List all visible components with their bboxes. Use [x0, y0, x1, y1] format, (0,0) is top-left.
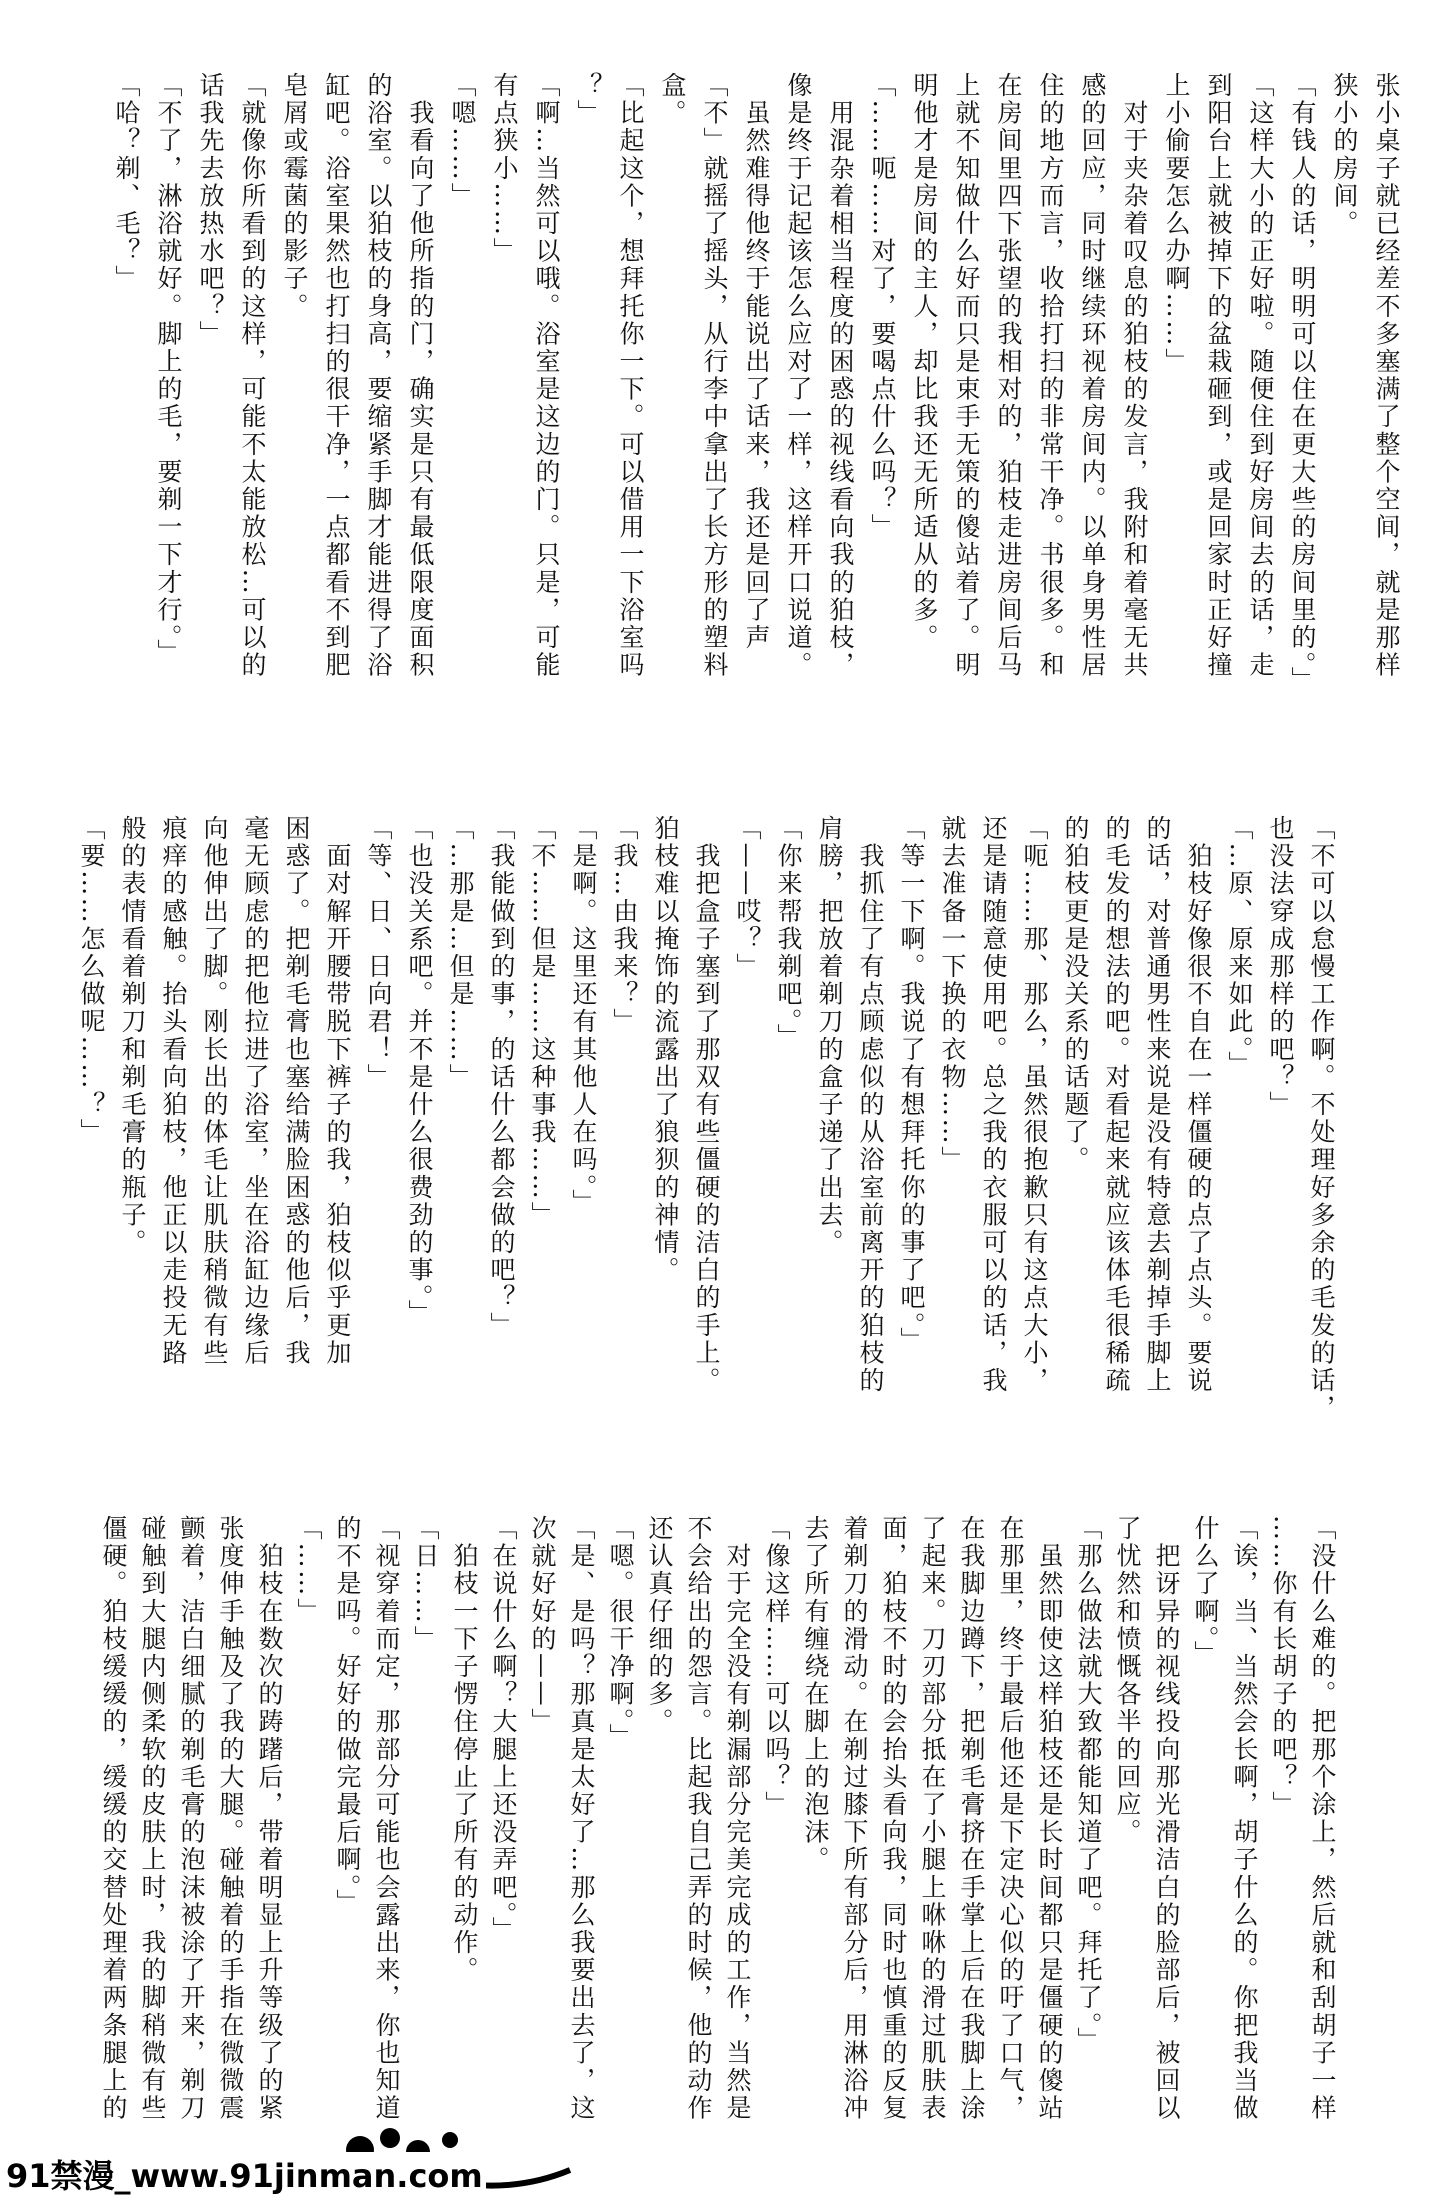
text-column: 对于夹杂着叹息的狛枝的发言，我附和着毫无共: [1120, 72, 1149, 680]
text-column: 有点狭小……」: [490, 72, 519, 266]
text-column: 狭小的房间。: [1330, 72, 1359, 238]
text-column: 把讶异的视线投向那光滑洁白的脸部后，被回以: [1152, 1515, 1181, 2123]
text-column: 到阳台上就被掉下的盆栽砸到，或是回家时正好撞: [1204, 72, 1233, 680]
site-watermark: 91禁漫_www.91jinman.com: [0, 2152, 486, 2200]
text-column: ？」: [574, 72, 603, 128]
text-column: 「哈？剃、毛？」: [112, 72, 141, 293]
text-column: 痕痒的感触。抬头看向狛枝，他正以走投无路: [159, 815, 188, 1367]
text-column: 「像这样……可以吗？」: [762, 1515, 791, 1819]
text-column: 「诶，当、当然会长啊，胡子什么的。你把我当做: [1230, 1515, 1259, 2123]
text-column: 缸吧。浴室果然也打扫的很干净，一点都看不到肥: [322, 72, 351, 680]
text-column: ……你有长胡子的吧？」: [1269, 1515, 1298, 1819]
text-column: 「没什么难的。把那个涂上，然后就和刮胡子一样: [1308, 1515, 1337, 2123]
text-column: 困惑了。把剃毛膏也塞给满脸困惑的他后，我: [282, 815, 311, 1367]
text-column: 「你来帮我剃吧。」: [774, 815, 803, 1051]
text-column: 的毛发的想法的吧。对看起来就应该体毛很稀疏: [1102, 815, 1131, 1395]
text-column: 感的回应，同时继续环视着房间内。以单身男性居: [1078, 72, 1107, 680]
text-column: 虽然即使这样狛枝还是长时间都只是僵硬的傻站: [1035, 1515, 1064, 2123]
text-column: 张小桌子就已经差不多塞满了整个空间，就是那样: [1372, 72, 1401, 680]
text-column: 般的表情看着剃刀和剃毛膏的瓶子。: [118, 815, 147, 1257]
text-column: 话我先去放热水吧？」: [196, 72, 225, 348]
text-column: 住的地方而言，收拾打扫的非常干净。书很多。和: [1036, 72, 1065, 680]
text-column: 「啊…当然可以哦。浴室是这边的门。只是，可能: [532, 72, 561, 680]
text-column: 在那里，终于最后他还是下定决心似的吁了口气，: [996, 1515, 1025, 2123]
text-column: 还认真仔细的多。: [645, 1515, 674, 1736]
text-column: 「我…由我来？」: [610, 815, 639, 1036]
text-column: 「在说什么啊？大腿上还没弄吧。」: [489, 1515, 518, 1945]
text-column: 对于完全没有剃漏部分完美完成的工作，当然是: [723, 1515, 752, 2123]
text-column: 僵硬。狛枝缓缓的，缓缓的交替处理着两条腿上的: [99, 1515, 128, 2123]
text-column: 面，狛枝不时的会抬头看向我，同时也慎重的反复: [879, 1515, 908, 2123]
text-column: 狛枝难以掩饰的流露出了狼狈的神情。: [651, 815, 680, 1285]
text-column: 了起来。刀刃部分抵在了小腿上咻咻的滑过肌肤表: [918, 1515, 947, 2123]
text-column: 「比起这个，想拜托你一下。可以借用一下浴室吗: [616, 72, 645, 680]
text-column: 「是啊。这里还有其他人在吗。」: [569, 815, 598, 1217]
text-column: 「那么做法就大致都能知道了吧。拜托了。」: [1074, 1515, 1103, 2055]
text-column: 什么了啊。」: [1191, 1515, 1220, 1669]
text-column: 「等一下啊。我说了有想拜托你的事了吧。」: [897, 815, 926, 1355]
text-column: 的话，对普通男性来说是没有特意去剃掉手脚上: [1143, 815, 1172, 1395]
text-column: 盒。: [658, 72, 687, 128]
text-column: 肩膀，把放着剃刀的盒子递了出去。: [815, 815, 844, 1257]
text-column: 在我脚边蹲下，把剃毛膏挤在手掌上后在我脚上涂: [957, 1515, 986, 2123]
text-column: 「这样大小的正好啦。随便住到好房间去的话，走: [1246, 72, 1275, 680]
text-column: 次就好好的——」: [528, 1515, 557, 1736]
text-column: 「不」就摇了摇头，从行李中拿出了长方形的塑料: [700, 72, 729, 680]
text-column: 的不是吗。好好的做完最后啊。」: [333, 1515, 362, 1917]
text-column: 「不了，淋浴就好。脚上的毛，要剃一下才行。」: [154, 72, 183, 667]
text-column: 用混杂着相当程度的困惑的视线看向我的狛枝，: [826, 72, 855, 680]
text-column: 就去准备一下换的衣物……」: [938, 815, 967, 1174]
text-column: 「呃……那、那么，虽然很抱歉只有这点大小，: [1020, 815, 1049, 1395]
text-column: 上小偷要怎么办啊……」: [1162, 72, 1191, 376]
text-column: 毫无顾虑的把他拉进了浴室，坐在浴缸边缘后: [241, 815, 270, 1367]
text-column: 狛枝一下子愣住停止了所有的动作。: [450, 1515, 479, 1985]
text-column: 我抓住了有点顾虑似的从浴室前离开的狛枝的: [856, 815, 885, 1395]
text-column: 「也没关系吧。并不是什么很费劲的事。」: [405, 815, 434, 1327]
text-column: 上就不知做什么好而只是束手无策的傻站着了。明: [952, 72, 981, 680]
text-column: 还是请随意使用吧。总之我的衣服可以的话，我: [979, 815, 1008, 1395]
text-column: 「不可以怠慢工作啊。不处理好多余的毛发的话，: [1307, 815, 1336, 1423]
text-column: 明他才是房间的主人，却比我还无所适从的多。: [910, 72, 939, 652]
text-column: 在房间里四下张望的我相对的，狛枝走进房间后马: [994, 72, 1023, 680]
text-column: 「日……」: [411, 1515, 440, 1653]
text-column: 「不……但是……这种事我……」: [528, 815, 557, 1229]
text-column: 颤着，洁白细腻的剃毛膏的泡沫被涂了开来，剃刀: [177, 1515, 206, 2123]
text-column: 我看向了他所指的门，确实是只有最低限度面积: [406, 72, 435, 680]
text-column: 的狛枝更是没关系的话题了。: [1061, 815, 1090, 1174]
text-column: 狛枝好像很不自在一样僵硬的点了点头。要说: [1184, 815, 1213, 1395]
text-column: 「…那是…但是……」: [446, 815, 475, 1091]
text-column: 「——哎？」: [733, 815, 762, 981]
text-column: 「嗯……」: [448, 72, 477, 210]
text-column: 虽然难得他终于能说出了话来，我还是回了声: [742, 72, 771, 652]
text-column: 的浴室。以狛枝的身高，要缩紧手脚才能进得了浴: [364, 72, 393, 680]
text-column: 去了所有缠绕在脚上的泡沫。: [801, 1515, 830, 1874]
text-column: 向他伸出了脚。刚长出的体毛让肌肤稍微有些: [200, 815, 229, 1367]
text-column: 了忧然和愤慨各半的回应。: [1113, 1515, 1142, 1847]
text-column: 「……」: [294, 1515, 323, 1626]
text-column: 「嗯。很干净啊。」: [606, 1515, 635, 1751]
text-column: 像是终于记起该怎么应对了一样，这样开口说道。: [784, 72, 813, 680]
text-column: 「要……怎么做呢……？」: [77, 815, 106, 1147]
text-column: 「视穿着而定，那部分可能也会露出来，你也知道: [372, 1515, 401, 2123]
text-column: 皂屑或霉菌的影子。: [280, 72, 309, 321]
text-column: 「是、是吗？那真是太好了…那么我要出去了，这: [567, 1515, 596, 2123]
text-column: 碰触到大腿内侧柔软的皮肤上时，我的脚稍微有些: [138, 1515, 167, 2123]
text-column: 张度伸手触及了我的大腿。碰触着的手指在微微震: [216, 1515, 245, 2123]
text-column: 「就像你所看到的这样，可能不太能放松…可以的: [238, 72, 267, 680]
text-column: 面对解开腰带脱下裤子的我，狛枝似乎更加: [323, 815, 352, 1367]
text-column: 也没法穿成那样的吧？」: [1266, 815, 1295, 1119]
text-column: 「有钱人的话，明明可以住在更大些的房间里的。」: [1288, 72, 1317, 695]
text-column: 「等、日、日向君！」: [364, 815, 393, 1091]
text-column: 着剃刀的滑动。在剃过膝下所有部分后，用淋浴冲: [840, 1515, 869, 2123]
text-column: 狛枝在数次的踌躇后，带着明显上升等级了的紧: [255, 1515, 284, 2123]
text-column: 「…原、原来如此。」: [1225, 815, 1254, 1079]
text-column: 「……呃……对了，要喝点什么吗？」: [868, 72, 897, 542]
text-column: 我把盒子塞到了那双有些僵硬的洁白的手上。: [692, 815, 721, 1395]
text-column: 「我能做到的事，的话什么都会做的吧？」: [487, 815, 516, 1340]
text-column: 不会给出的怨言。比起我自己弄的时候，他的动作: [684, 1515, 713, 2123]
